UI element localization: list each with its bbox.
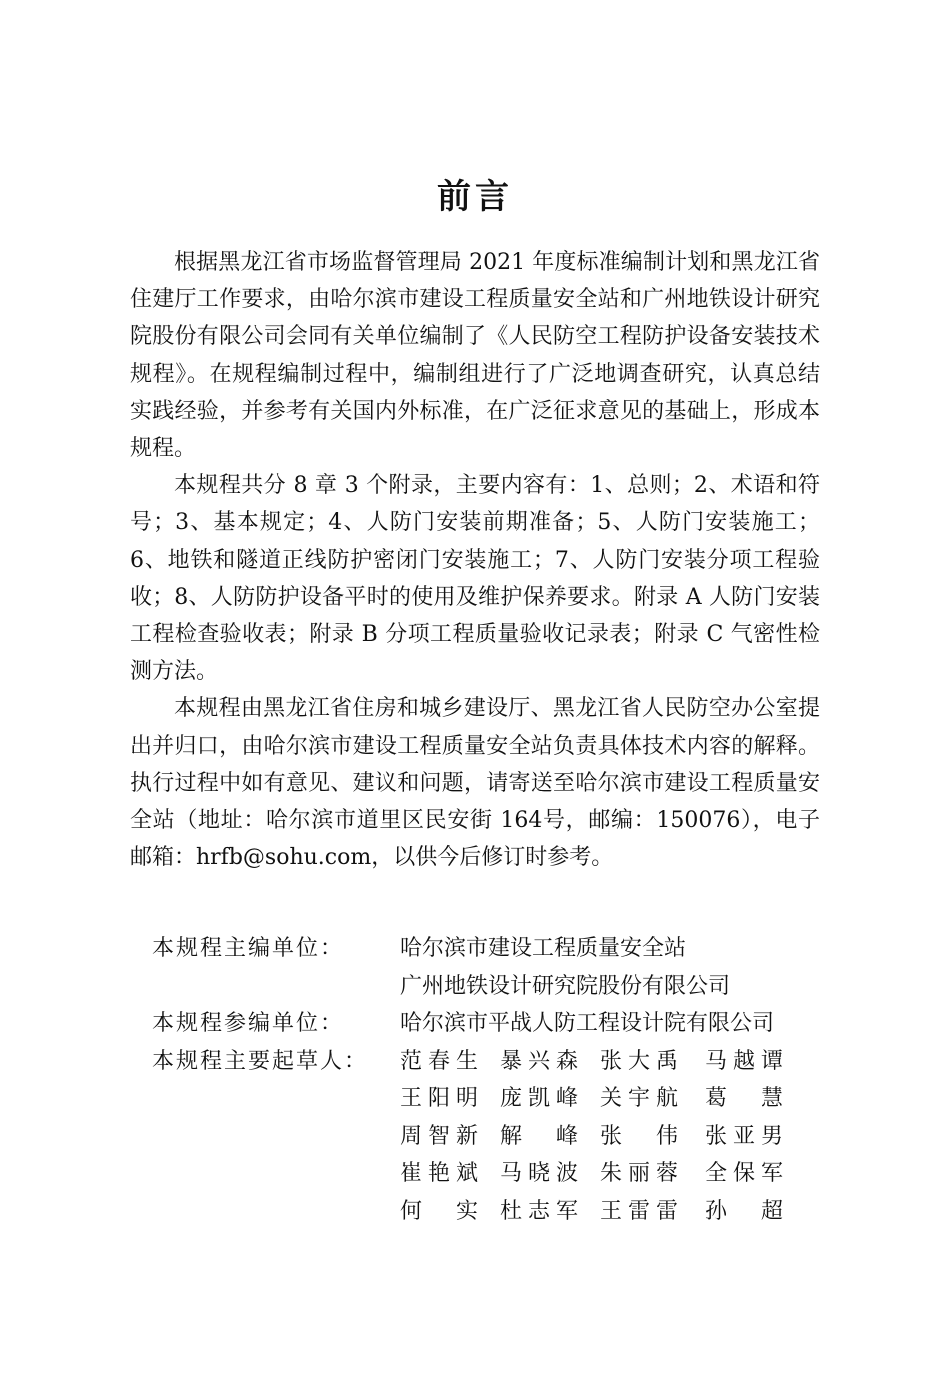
chief-unit-row bbox=[152, 968, 842, 1006]
drafter-name: 朱丽蓉 bbox=[600, 1161, 678, 1186]
drafter-name: 解峰 bbox=[500, 1123, 578, 1149]
drafter-name: 周智新 bbox=[400, 1123, 478, 1149]
drafter-name: 庞凯峰 bbox=[500, 1086, 578, 1111]
chief-unit-name: 哈尔滨市建设工程质量安全站 bbox=[400, 936, 687, 961]
drafter-name: 何实 bbox=[400, 1198, 478, 1224]
drafter-name: 葛慧 bbox=[705, 1086, 783, 1111]
drafter-name: 王雷雷 bbox=[600, 1198, 678, 1224]
drafter-name: 崔艳斌 bbox=[400, 1161, 478, 1186]
drafter-name: 张大禹 bbox=[600, 1048, 678, 1074]
chief-unit-label: 本规程主编单位： bbox=[152, 936, 345, 961]
page-title: 前言 bbox=[437, 177, 513, 217]
paragraph-interpretation-contact: 本规程由黑龙江省住房和城乡建设厅、黑龙江省人民防空办公室提出并归口，由哈尔滨市建设工程质量安全站负责具体技术内容的解释。执行过程中如有意见、建议和问题，请寄送至哈尔滨市建设工程质量安全站（地址：哈尔滨市道里区民安街 164号，邮编：150076），电子邮箱：hrfb@sohu.com，以供今后修订时参考。 bbox=[130, 696, 820, 871]
drafter-name: 关宇航 bbox=[600, 1086, 678, 1111]
credits-section bbox=[152, 930, 842, 1230]
paragraph-contents-summary: 本规程共分 8 章 3 个附录，主要内容有：1、总则；2、术语和符号；3、基本规定；4、人防门安装前期准备；5、人防门安装施工；6、地铁和隧道正线防护密闭门安装施工；7、人防门安装分项工程验收；8、人防防护设备平时的使用及维护保养要求。附录 A 人防门安装工程检查验收表；附录 B 分项工程质量验收记录表；附录 C 气密性检测方法。 bbox=[130, 473, 820, 685]
preface-body bbox=[130, 244, 820, 876]
chief-unit-name: 广州地铁设计研究院股份有限公司 bbox=[400, 973, 731, 999]
paragraph-compilation-background: 根据黑龙江省市场监督管理局 2021 年度标准编制计划和黑龙江省住建厅工作要求，由哈尔滨市建设工程质量安全站和广州地铁设计研究院股份有限公司会同有关单位编制了《人民防空工程防护设备安装技术规程》。在规程编制过程中，编制组进行了广泛地调查研究，认真总结实践经验，并参考有关国内外标准，在广泛征求意见的基础上，形成本规程。 bbox=[130, 250, 820, 462]
chief-unit-row bbox=[152, 930, 842, 968]
drafter-name: 孙超 bbox=[705, 1198, 783, 1224]
drafter-name: 全保军 bbox=[705, 1161, 783, 1186]
drafters-row bbox=[152, 1043, 842, 1231]
drafter-name: 杜志军 bbox=[500, 1198, 578, 1224]
drafter-name: 张伟 bbox=[600, 1123, 678, 1149]
drafters-label: 本规程主要起草人： bbox=[152, 1048, 369, 1074]
participant-unit-label: 本规程参编单位： bbox=[152, 1011, 345, 1036]
participant-unit-row bbox=[152, 1005, 842, 1043]
drafter-name: 暴兴森 bbox=[500, 1048, 578, 1074]
drafter-name: 马越谭 bbox=[705, 1048, 783, 1074]
participant-unit-name: 哈尔滨市平战人防工程设计院有限公司 bbox=[400, 1011, 775, 1036]
drafter-name: 王阳明 bbox=[400, 1086, 478, 1111]
drafter-name: 张亚男 bbox=[705, 1123, 783, 1149]
drafter-name: 马晓波 bbox=[500, 1161, 578, 1186]
drafter-name: 范春生 bbox=[400, 1048, 478, 1074]
drafters-list bbox=[400, 1043, 842, 1231]
